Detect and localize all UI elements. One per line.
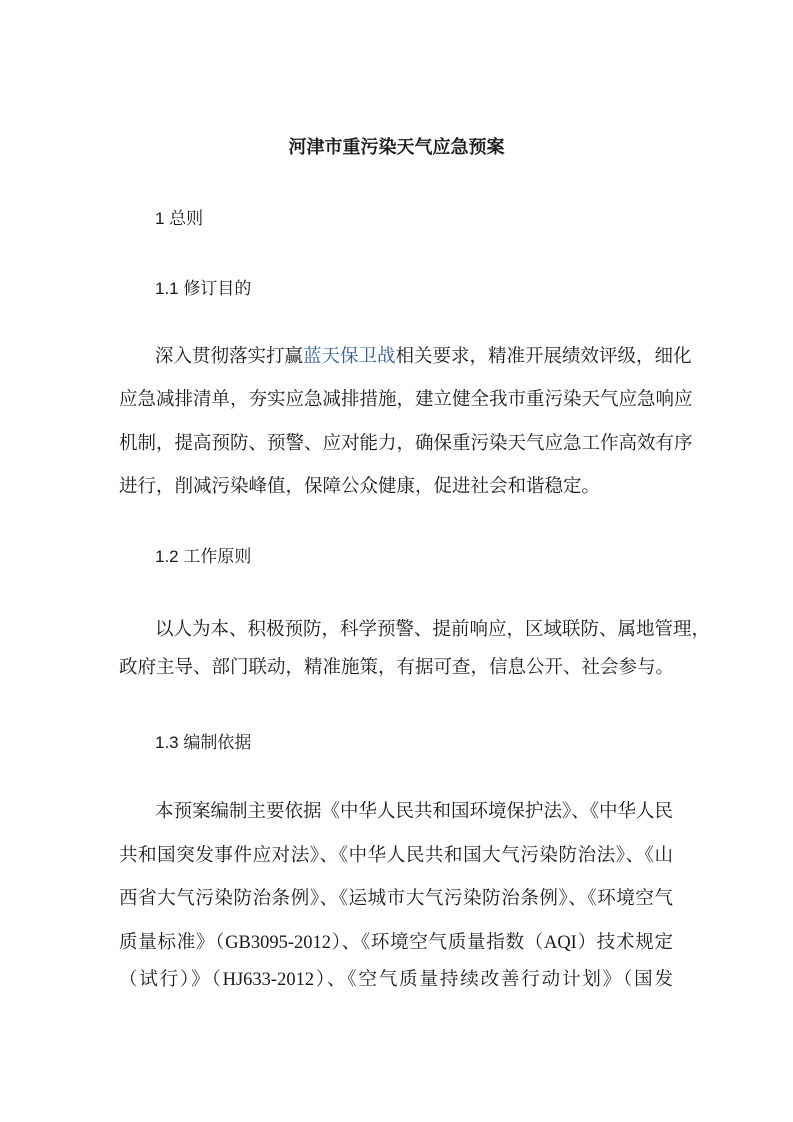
paragraph-line: 质量标准》（GB3095-2012）、《环境空气质量指数（AQI）技术规定	[119, 933, 673, 953]
section-heading-1-1: 1.1 修订目的	[155, 279, 252, 298]
paragraph-line: 西省大气污染防治条例》、《运城市大气污染防治条例》、《环境空气	[119, 889, 673, 909]
link-blue-sky[interactable]: 蓝天保卫战	[303, 347, 396, 367]
section-heading-1: 1 总则	[155, 209, 204, 228]
paragraph-line: 政府主导、部门联动，精准施策，有据可查，信息公开、社会参与。	[119, 658, 675, 678]
document-title: 河津市重污染天气应急预案	[288, 137, 505, 157]
paragraph-line: 应急减排清单，夯实应急减排措施，建立健全我市重污染天气应急响应	[119, 390, 693, 410]
paragraph-line: 共和国突发事件应对法》、《中华人民共和国大气污染防治法》、《山	[119, 846, 673, 866]
paragraph-line: 进行，削减污染峰值，保障公众健康，促进社会和谐稳定。	[119, 477, 601, 497]
paragraph-line: 机制，提高预防、预警、应对能力，确保重污染天气应急工作高效有序	[119, 434, 693, 454]
paragraph-line: 本预案编制主要依据《中华人民共和国环境保护法》、《中华人民	[155, 802, 674, 822]
text-segment: 相关要求，精准开展绩效评级，细化	[395, 347, 692, 367]
section-heading-1-3: 1.3 编制依据	[155, 733, 252, 752]
text-segment: 深入贯彻落实打赢	[155, 347, 304, 367]
paragraph-line	[155, 345, 692, 369]
paragraph-line: 以人为本、积极预防，科学预警、提前响应，区域联防、属地管理，	[155, 620, 711, 640]
section-heading-1-2: 1.2 工作原则	[155, 547, 252, 566]
paragraph-line: （试行）》（HJ633-2012）、《空气质量持续改善行动计划》（国发	[119, 970, 673, 990]
